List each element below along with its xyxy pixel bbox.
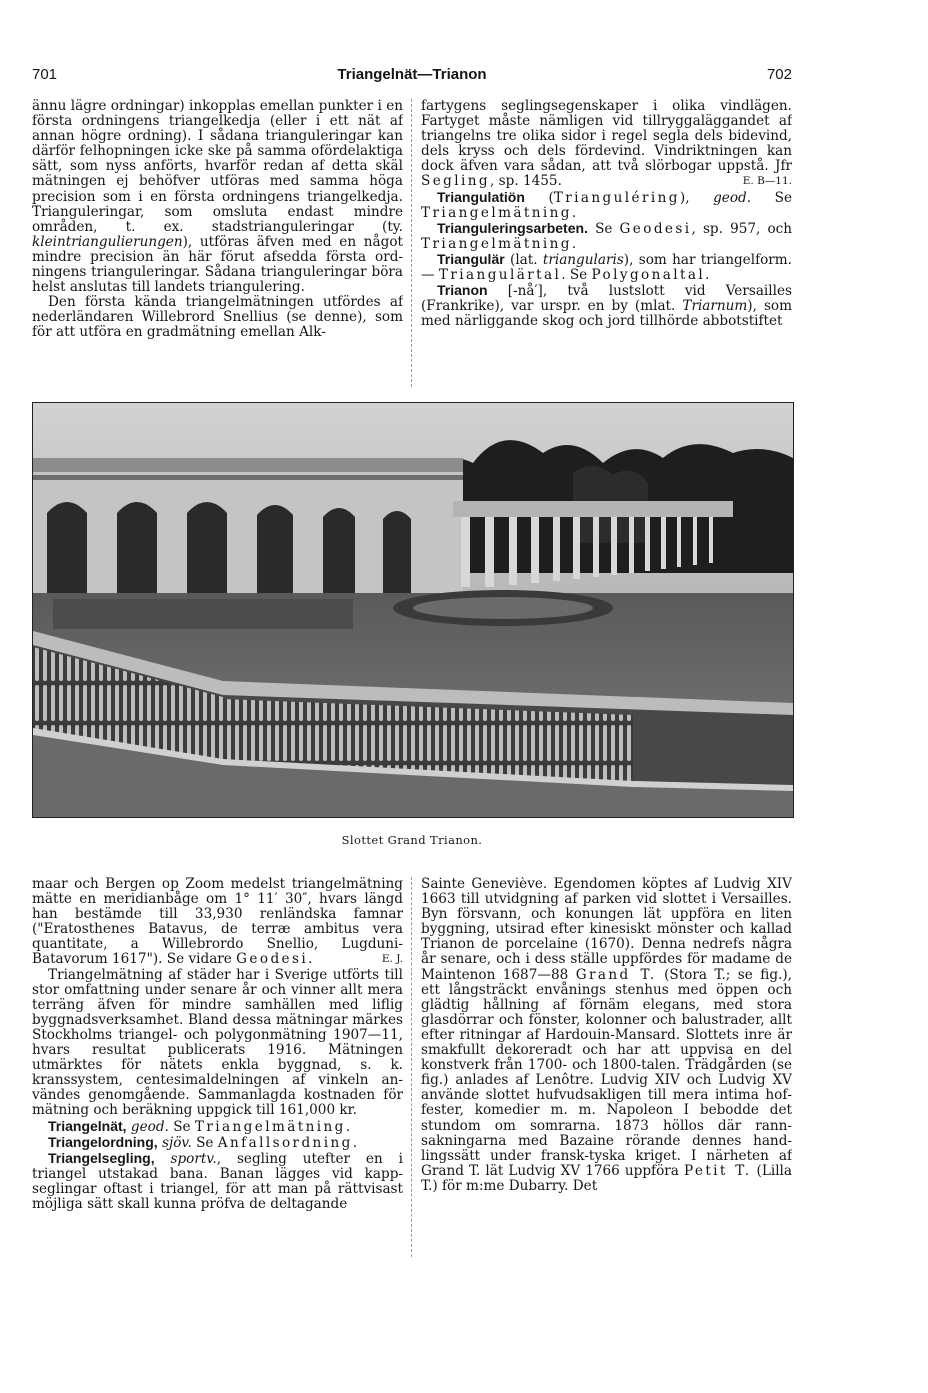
- text: Triangelmätning af städer har i Sverige utförts till stor omfattning under senare år och vinner allt mera terräng äfven för mindre samhällen med liflig byggnadsverksamhet. Bland dessa mätningar märkes Stockholms triangel- och polygonmätning 1907—11, hvars resultat publicerats 1916. Mätningen utmärktes för nätets enkla byggnad, s. k. kranssystem, centesimaldelningen af vinkeln användes genomgående. Sammanlagda kostnaden för mätning och beräkning uppgick till 161,000 kr.: [32, 966, 403, 1119]
- paragraph: [421, 99, 792, 190]
- cross-reference[interactable]: Triangelmätning: [194, 1118, 346, 1135]
- entry-triangelnat: [32, 1119, 403, 1135]
- text: .: [308, 951, 313, 968]
- cross-reference[interactable]: Triangelmätning: [421, 204, 572, 221]
- text: ), utföras äfven med en något mindre precision än här förut afsedda första ordningens trianguleringar. Sådana trianguleringar böra helst anslutas till landets triangulering.: [32, 233, 403, 296]
- text: Se: [173, 1118, 191, 1135]
- italic-term: triangularis: [542, 251, 624, 268]
- entry-trianguleringsarbeten: [421, 221, 792, 252]
- figure-caption: Slottet Grand Trianon.: [341, 833, 483, 847]
- text: Se: [774, 189, 792, 206]
- page-title: Triangelnät—Trianon: [337, 66, 487, 83]
- headword: Trianguleringsarbeten.: [437, 219, 588, 236]
- text: Sainte Geneviève. Egendomen köptes af Ludvig XIV 1663 till utvidgning af parken vid slottet i Versailles. Byn försvann, och konungen lät uppföra en liten byggning, utsirad efter kinesiskt mönster och kallad Trianon de porcelaine (1670). Denna nedrefs några år senare, och i dess ställe uppfördes för madame de Maintenon 1687—88: [421, 877, 792, 983]
- text: Se: [595, 220, 613, 237]
- page-header: [32, 66, 792, 88]
- entry-triangelordning: [32, 1135, 403, 1151]
- text: .: [345, 1118, 351, 1135]
- headword: Triangelnät,: [48, 1117, 127, 1134]
- headword: Triangulatiön: [437, 188, 525, 205]
- text: [-nå′], två lustslott vid Versailles (Frankrike), var urspr. en by (mlat.: [421, 283, 792, 315]
- paragraph: [32, 99, 403, 295]
- text: maar och Bergen op Zoom medelst triangelmätning mätte en meridianbåge om 1° 11′ 30″, hvars längd han bestämde till 33,930 renländska famnar ("Eratosthenes Batavus, de terræ ambitus vera quantitate, a Willebrordo Snellio, Lugduni-Batavorum 1617"). Se vidare: [32, 877, 403, 968]
- column-rule: [411, 99, 412, 387]
- paragraph: [421, 877, 792, 1194]
- top-left-column: [32, 99, 403, 399]
- text: .: [571, 204, 577, 221]
- author-signature: E. J.: [381, 953, 403, 966]
- cross-reference[interactable]: Polygonaltal: [591, 267, 706, 284]
- page-number-left: 701: [32, 66, 58, 83]
- cross-reference[interactable]: Trianguléring: [553, 189, 680, 206]
- cross-reference[interactable]: Grand T.: [575, 966, 657, 983]
- italic-term: geod.: [713, 189, 752, 206]
- text: Den första kända triangelmätningen utfördes af nederländaren Willebrord Snellius (se denne), som för att utföra en gradmätning emellan Alk-: [32, 294, 403, 341]
- cross-reference[interactable]: Geodesi: [236, 951, 309, 968]
- paragraph: [32, 968, 403, 1119]
- text: ännu lägre ordningar) inkopplas emellan punkter i en första ordningens triangelkedja (eller i ett nät af annan högre ordning). I sådana trianguleringar kan därför felhopningen icke ske på samma ofördelaktiga sätt, som nyss anförts, hvarför redan af detta skäl mätningen ej behöfver utföras med samma höga precision som i en första ordningens triangelkedja. Trianguleringar, som omsluta endast mindre områden, t. ex. stadstrianguleringar (ty.: [32, 99, 403, 235]
- italic-term: geod.: [130, 1118, 169, 1135]
- headword: Triangelsegling,: [48, 1149, 155, 1166]
- headword: Triangulär: [437, 250, 505, 267]
- cross-reference[interactable]: Anfallsordning: [217, 1134, 353, 1151]
- italic-term: sjöv.: [162, 1134, 192, 1151]
- top-right-column: [421, 99, 792, 399]
- text: , segling utefter en i triangel utstakad bana. Banan lägges vid kappseglingar oftast i triangel, för att man på rättvisast möjliga sätt skall kunna pröfva de deltagande: [32, 1150, 403, 1212]
- italic-term: Triarnum: [682, 298, 748, 315]
- text: .: [352, 1134, 358, 1151]
- text: (Stora T.; se fig.), ett långsträckt envånings stenhus med öppen och glädtig hållning af förnäm elegans, med stora glasdörrar och fönster, kolonner och balustrader, allt efter ritningar af Hardouin-Mansard. Slottets inre är smakfullt dekoreradt och har att uppvisa en del konstverk från 1700- och 1800-talen. Trädgården (se fig.) anlades af Lenôtre. Ludvig XIV och Ludvig XV använde slottet hufvudsakligen till mera intima hoffester, komedier m. m. Napoleon I bebodde det stundom om somrarna. 1873 höllos där rannsakningarna med Bazaine rörande dennes handlingssätt under fransk-tyska kriget. I närheten af Grand T. lät Ludvig XV 1766 uppföra: [421, 966, 792, 1179]
- entry-triangelsegling: [32, 1151, 403, 1212]
- cross-reference[interactable]: Segling: [421, 173, 491, 190]
- text: ), som har triangelform. —: [421, 251, 792, 284]
- text: , sp. 957, och: [691, 220, 792, 237]
- italic-term: kleintriangulierungen: [32, 233, 183, 250]
- text: ),: [679, 189, 690, 206]
- entry-trianon: [421, 283, 792, 329]
- text: . Se: [561, 267, 588, 284]
- entry-triangulation: [421, 190, 792, 221]
- photo-illustration: [33, 403, 793, 817]
- paragraph: [32, 877, 403, 968]
- text: (: [548, 189, 554, 206]
- grand-trianon-photo: [32, 402, 794, 818]
- headword: Trianon: [437, 282, 488, 299]
- text: .: [705, 267, 710, 284]
- cross-reference[interactable]: Triangulärtal: [438, 267, 562, 284]
- cross-reference[interactable]: Petit T.: [683, 1162, 752, 1179]
- paragraph: [32, 295, 403, 340]
- entry-triangular: [421, 252, 792, 283]
- text: (Lilla T.) för m:me Dubarry. Det: [421, 1162, 792, 1194]
- cross-reference[interactable]: Triangelmätning: [421, 235, 572, 252]
- text: Se: [196, 1134, 214, 1151]
- headword: Triangelordning,: [48, 1133, 158, 1150]
- bottom-right-column: [421, 877, 792, 1267]
- page-number-right: 702: [766, 66, 792, 83]
- text: ), som med närliggande skog och jord tillhörde abbotstiftet: [421, 298, 792, 330]
- column-rule: [411, 877, 412, 1257]
- text: (lat.: [510, 251, 538, 268]
- text: .: [571, 235, 577, 252]
- author-signature: E. B—11.: [742, 175, 792, 188]
- italic-term: sportv.: [170, 1150, 217, 1167]
- text: fartygens seglingsegenskaper i olika vindlägen. Fartyget måste nämligen vid tillryggaläggandet af triangelns tre olika sidor i regel segla dels bidevind, dels kryss och dels fördevind. Vindriktningen kan dock äfven vara sådan, att två slörbogar uppstå. Jfr: [421, 99, 792, 175]
- cross-reference[interactable]: Geodesi: [619, 220, 692, 237]
- bottom-left-column: [32, 877, 403, 1267]
- text: , sp. 1455.: [490, 173, 562, 190]
